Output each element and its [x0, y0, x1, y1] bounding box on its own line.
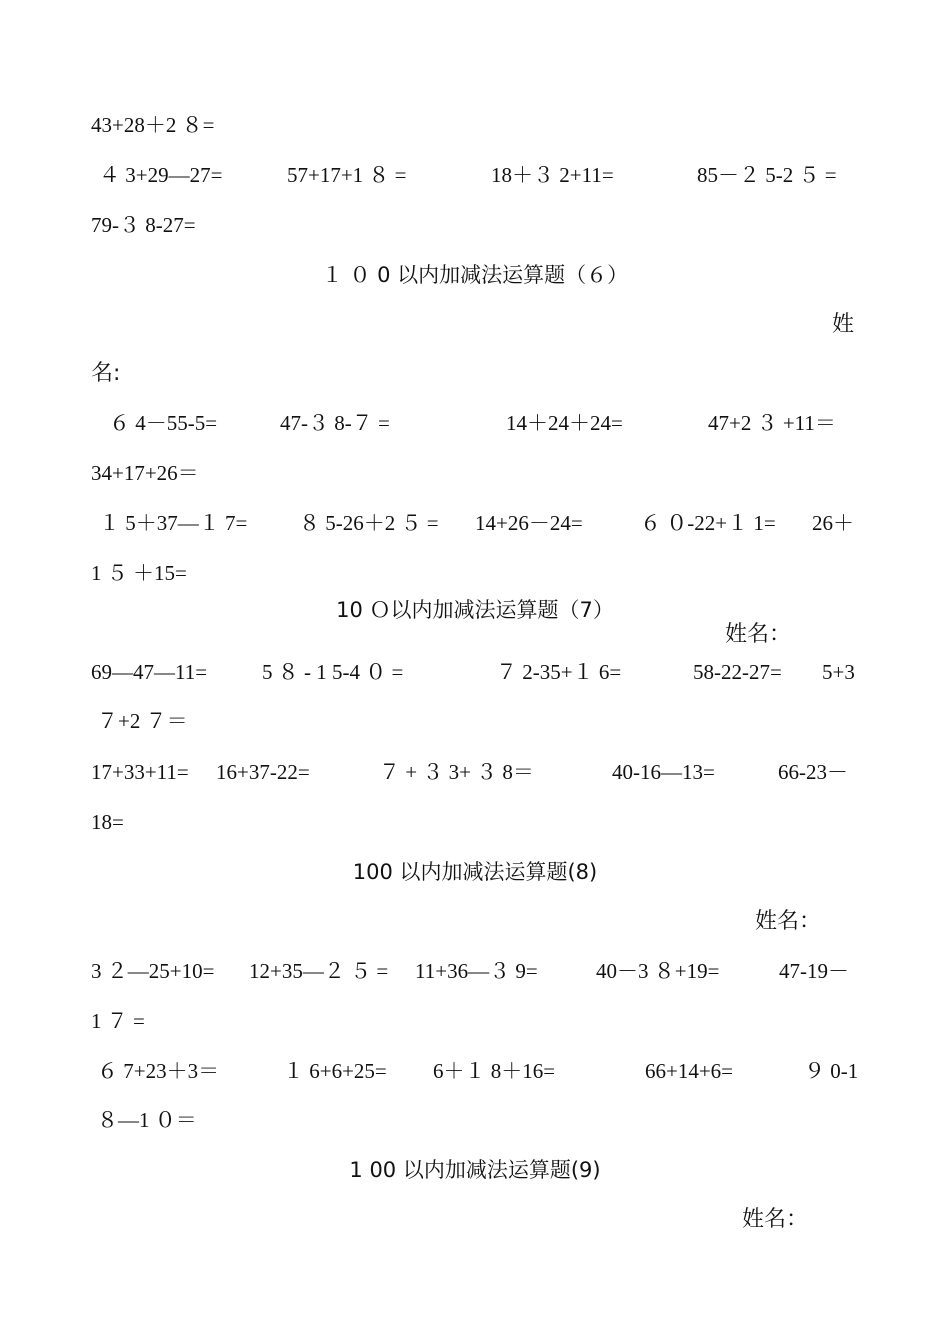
problem: ７+2 ７＝	[97, 709, 188, 733]
problem: 5 ８ - 1 5-4 ０ =	[262, 660, 404, 684]
problem: 12+35—２ ５ =	[249, 959, 389, 983]
problem: 47+2 ３ +11＝	[708, 411, 836, 435]
problem: 34+17+26＝	[91, 461, 199, 485]
section-title: 1 00 以内加减法运算题(9)	[349, 1158, 601, 1182]
problem: 66-23－	[778, 760, 848, 784]
problem-line	[91, 807, 859, 837]
problem: 58-22-27=	[693, 660, 782, 684]
problem: 79-３ 8-27=	[91, 213, 196, 237]
problem: ７ 2-35+１ 6=	[496, 660, 622, 684]
problem: 1 ５ ＋15=	[91, 561, 187, 585]
problem: 14+26－24=	[475, 511, 583, 535]
problem: 85－２ 5-2 ５ =	[697, 163, 837, 187]
problem-line	[91, 408, 859, 438]
problem: ８—1 ０＝	[97, 1108, 197, 1132]
section-title: １ ０ 0 以内加减法运算题（６）	[321, 263, 629, 287]
problem-line	[91, 160, 859, 190]
problem: 40－3 ８+19=	[596, 959, 720, 983]
problem: 47-３ 8-７ =	[280, 411, 390, 435]
problem-line	[91, 1006, 859, 1036]
problem-line	[91, 458, 859, 488]
problem-line	[91, 757, 859, 787]
problem: 11+36—３ 9=	[415, 959, 538, 983]
problem-line	[91, 558, 859, 588]
problem-line	[91, 1105, 859, 1135]
problem: 40-16—13=	[612, 760, 715, 784]
problem: 17+33+11=	[91, 760, 189, 784]
name-label: 姓名：	[755, 909, 822, 934]
problem: 14＋24＋24=	[506, 411, 623, 435]
name-label: 名:	[91, 361, 121, 386]
name-label: 姓名：	[742, 1207, 809, 1232]
name-label: 姓	[832, 312, 855, 337]
problem-line	[91, 110, 859, 140]
problem-line	[91, 956, 859, 986]
problem: ４ 3+29—27=	[99, 163, 223, 187]
problem: 47-19－	[779, 959, 849, 983]
name-label: 姓名：	[725, 622, 792, 647]
problem-line	[91, 706, 859, 736]
problem: 43+28＋2 ８=	[91, 113, 215, 137]
problem: 18=	[91, 810, 124, 834]
problem: 6＋１ 8＋16=	[433, 1059, 556, 1083]
problem: ６ ０-22+１ 1=	[640, 511, 776, 535]
problem: 3 ２—25+10=	[91, 959, 215, 983]
problem-line	[91, 210, 859, 240]
problem: 57+17+1 ８ =	[287, 163, 407, 187]
problem: 69—47—11=	[91, 660, 208, 684]
problem: ８ 5-26＋2 ５ =	[299, 511, 439, 535]
problem-line	[91, 508, 859, 538]
problem: ９ 0-1	[804, 1059, 859, 1083]
problem: ７ + ３ 3+ ３ 8＝	[379, 760, 534, 784]
section-title: 10 Ｏ以内加减法运算题（7）	[336, 598, 614, 622]
problem-line	[91, 657, 859, 687]
problem: 16+37-22=	[216, 760, 310, 784]
problem: １ 6+6+25=	[283, 1059, 387, 1083]
problem: 66+14+6=	[645, 1059, 734, 1083]
problem: 5+3	[822, 660, 855, 684]
problem: 18＋３ 2+11=	[491, 163, 614, 187]
problem-line	[91, 1056, 859, 1086]
problem: １ 5＋37—１ 7=	[99, 511, 248, 535]
problem: 1 ７ =	[91, 1009, 145, 1033]
section-title: 100 以内加减法运算题(8)	[352, 860, 598, 884]
problem: ６ 4－55-5=	[109, 411, 218, 435]
problem: 26＋	[812, 511, 854, 535]
problem: ６ 7+23＋3＝	[97, 1059, 220, 1083]
